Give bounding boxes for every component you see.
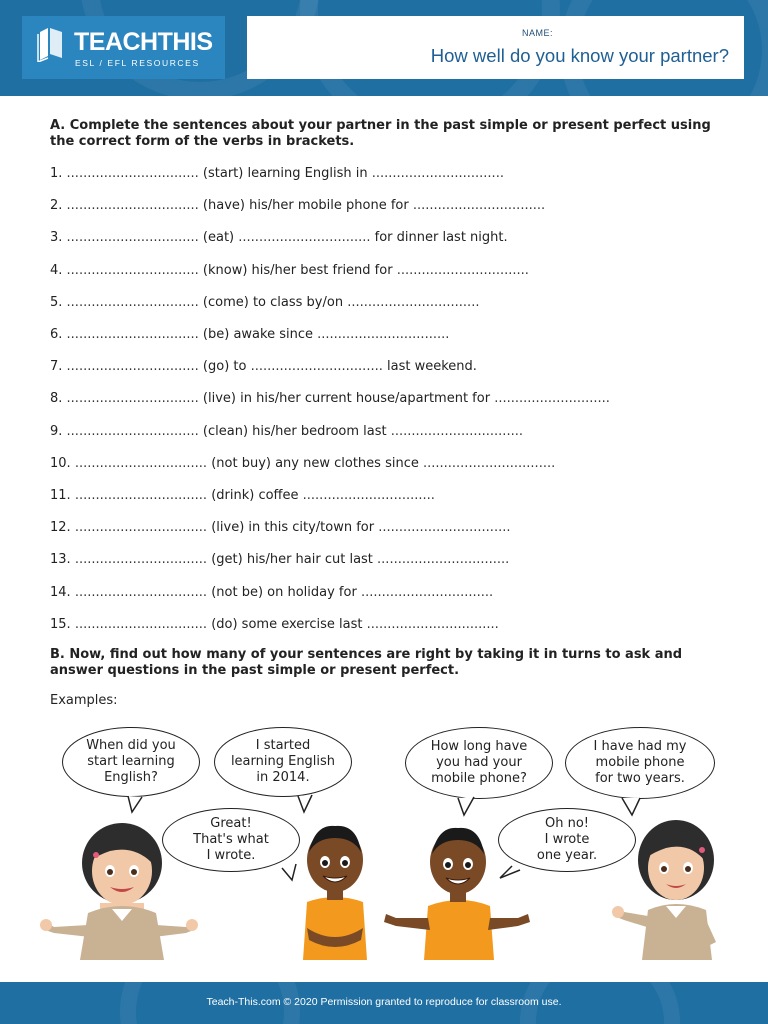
answer-blank[interactable]: ................................ bbox=[66, 263, 199, 278]
exercise-prompt: (live) in this city/town for bbox=[211, 520, 375, 535]
exercise-number: 15. bbox=[50, 617, 71, 632]
exercise-prompt: (do) some exercise last bbox=[211, 617, 363, 632]
exercise-prompt: (know) his/her best friend for bbox=[202, 263, 393, 278]
exercise-prompt: (live) in his/her current house/apartment for bbox=[202, 391, 491, 406]
exercise-item bbox=[50, 520, 510, 536]
answer-blank[interactable]: ................................ bbox=[66, 198, 199, 213]
exercise-prompt: (drink) coffee bbox=[211, 488, 299, 503]
answer-blank[interactable]: ............................ bbox=[494, 391, 610, 406]
logo-brand: TEACHTHIS bbox=[74, 28, 213, 56]
exercise-number: 11. bbox=[50, 488, 71, 503]
logo[interactable] bbox=[22, 16, 225, 79]
name-label: NAME: bbox=[521, 28, 553, 38]
exercise-number: 9. bbox=[50, 424, 63, 439]
exercise-item bbox=[50, 327, 449, 343]
logo-subtitle: ESL / EFL RESOURCES bbox=[75, 58, 200, 68]
exercise-number: 12. bbox=[50, 520, 71, 535]
footer-banner bbox=[0, 982, 768, 1024]
answer-blank[interactable]: ................................ bbox=[250, 359, 383, 374]
answer-blank[interactable]: ................................ bbox=[74, 552, 208, 567]
answer-blank[interactable]: ................................ bbox=[66, 359, 199, 374]
exercise-item bbox=[50, 488, 435, 504]
speech-bubble-answer-1 bbox=[214, 727, 352, 797]
answer-blank[interactable]: ................................ bbox=[390, 424, 523, 439]
answer-blank[interactable]: ................................ bbox=[360, 585, 494, 600]
boy-character-icon bbox=[295, 818, 375, 960]
exercise-item bbox=[50, 230, 508, 246]
answer-blank[interactable]: ................................ bbox=[412, 198, 546, 213]
exercise-number: 14. bbox=[50, 585, 71, 600]
answer-blank[interactable]: ................................ bbox=[366, 617, 499, 632]
book-icon bbox=[36, 26, 66, 62]
bubble-text: Great! That's what I wrote. bbox=[193, 816, 269, 863]
section-b-heading: B. Now, find out how many of your sentences are right by taking it in turns to ask and answer questions in the past simple or present perfect. bbox=[50, 647, 683, 678]
exercise-prompt: (come) to class by/on bbox=[202, 295, 344, 310]
exercise-prompt: (start) learning English in bbox=[202, 166, 368, 181]
exercise-number: 3. bbox=[50, 230, 63, 245]
exercise-item bbox=[50, 585, 493, 601]
answer-blank[interactable]: ................................ bbox=[377, 552, 510, 567]
speech-bubble-question-2 bbox=[405, 727, 553, 799]
answer-blank[interactable]: ................................ bbox=[66, 391, 199, 406]
answer-blank[interactable]: ................................ bbox=[66, 295, 199, 310]
answer-blank[interactable]: ................................ bbox=[74, 456, 208, 471]
exercise-item bbox=[50, 456, 555, 472]
exercise-number: 6. bbox=[50, 327, 63, 342]
exercise-item bbox=[50, 263, 529, 279]
exercise-prompt: (not be) on holiday for bbox=[211, 585, 357, 600]
woman-character-icon bbox=[40, 815, 200, 960]
exercise-number: 4. bbox=[50, 263, 63, 278]
answer-blank[interactable]: ................................ bbox=[371, 166, 504, 181]
answer-blank[interactable]: ................................ bbox=[66, 166, 199, 181]
exercise-number: 2. bbox=[50, 198, 63, 213]
bubble-text: How long have you had your mobile phone? bbox=[430, 739, 528, 786]
bubble-text: When did you start learning English? bbox=[86, 738, 176, 785]
exercise-ending: for dinner last night. bbox=[374, 230, 508, 245]
exercise-number: 10. bbox=[50, 456, 71, 471]
answer-blank[interactable]: ................................ bbox=[317, 327, 450, 342]
header-banner bbox=[0, 0, 768, 96]
exercise-item bbox=[50, 359, 477, 375]
answer-blank[interactable]: ................................ bbox=[302, 488, 435, 503]
speech-bubble-question-1 bbox=[62, 727, 200, 797]
answer-blank[interactable]: ................................ bbox=[74, 617, 208, 632]
title-panel bbox=[247, 16, 744, 79]
answer-blank[interactable]: ................................ bbox=[74, 520, 208, 535]
exercise-prompt: (clean) his/her bedroom last bbox=[202, 424, 387, 439]
answer-blank[interactable]: ................................ bbox=[396, 263, 529, 278]
exercise-number: 8. bbox=[50, 391, 63, 406]
exercise-item bbox=[50, 295, 479, 311]
exercise-prompt: (not buy) any new clothes since bbox=[211, 456, 419, 471]
exercise-prompt: (eat) bbox=[202, 230, 235, 245]
answer-blank[interactable]: ................................ bbox=[74, 585, 208, 600]
exercise-prompt: (get) his/her hair cut last bbox=[211, 552, 373, 567]
exercise-ending: last weekend. bbox=[386, 359, 477, 374]
answer-blank[interactable]: ................................ bbox=[66, 230, 199, 245]
answer-blank[interactable]: ................................ bbox=[422, 456, 556, 471]
answer-blank[interactable]: ................................ bbox=[66, 327, 199, 342]
answer-blank[interactable]: ................................ bbox=[378, 520, 511, 535]
exercise-prompt: (be) awake since bbox=[202, 327, 313, 342]
answer-blank[interactable]: ................................ bbox=[66, 424, 199, 439]
examples-label: Examples: bbox=[50, 693, 118, 708]
exercise-prompt: (have) his/her mobile phone for bbox=[202, 198, 409, 213]
exercise-number: 5. bbox=[50, 295, 63, 310]
exercise-item bbox=[50, 552, 509, 568]
exercise-item bbox=[50, 391, 610, 407]
boy-character-icon bbox=[382, 818, 532, 960]
exercise-item bbox=[50, 424, 523, 440]
exercise-prompt: (go) to bbox=[202, 359, 247, 374]
answer-blank[interactable]: ................................ bbox=[347, 295, 480, 310]
bubble-text: I started learning English in 2014. bbox=[230, 738, 336, 785]
exercise-item bbox=[50, 617, 499, 633]
answer-blank[interactable]: ................................ bbox=[74, 488, 208, 503]
exercise-item bbox=[50, 166, 504, 182]
exercise-number: 1. bbox=[50, 166, 63, 181]
bubble-text: I have had my mobile phone for two years. bbox=[593, 739, 687, 786]
worksheet-title: How well do you know your partner? bbox=[430, 45, 729, 66]
exercise-item bbox=[50, 198, 545, 214]
copyright-text: Teach-This.com © 2020 Permission granted to reproduce for classroom use. bbox=[206, 996, 562, 1008]
speech-bubble-answer-2 bbox=[565, 727, 715, 799]
woman-character-icon bbox=[612, 812, 732, 960]
answer-blank[interactable]: ................................ bbox=[238, 230, 371, 245]
exercise-number: 7. bbox=[50, 359, 63, 374]
section-a-heading: A. Complete the sentences about your partner in the past simple or present perfect using the correct form of the verbs in brackets. bbox=[50, 118, 711, 149]
exercise-number: 13. bbox=[50, 552, 71, 567]
bubble-text: Oh no! I wrote one year. bbox=[536, 816, 598, 863]
